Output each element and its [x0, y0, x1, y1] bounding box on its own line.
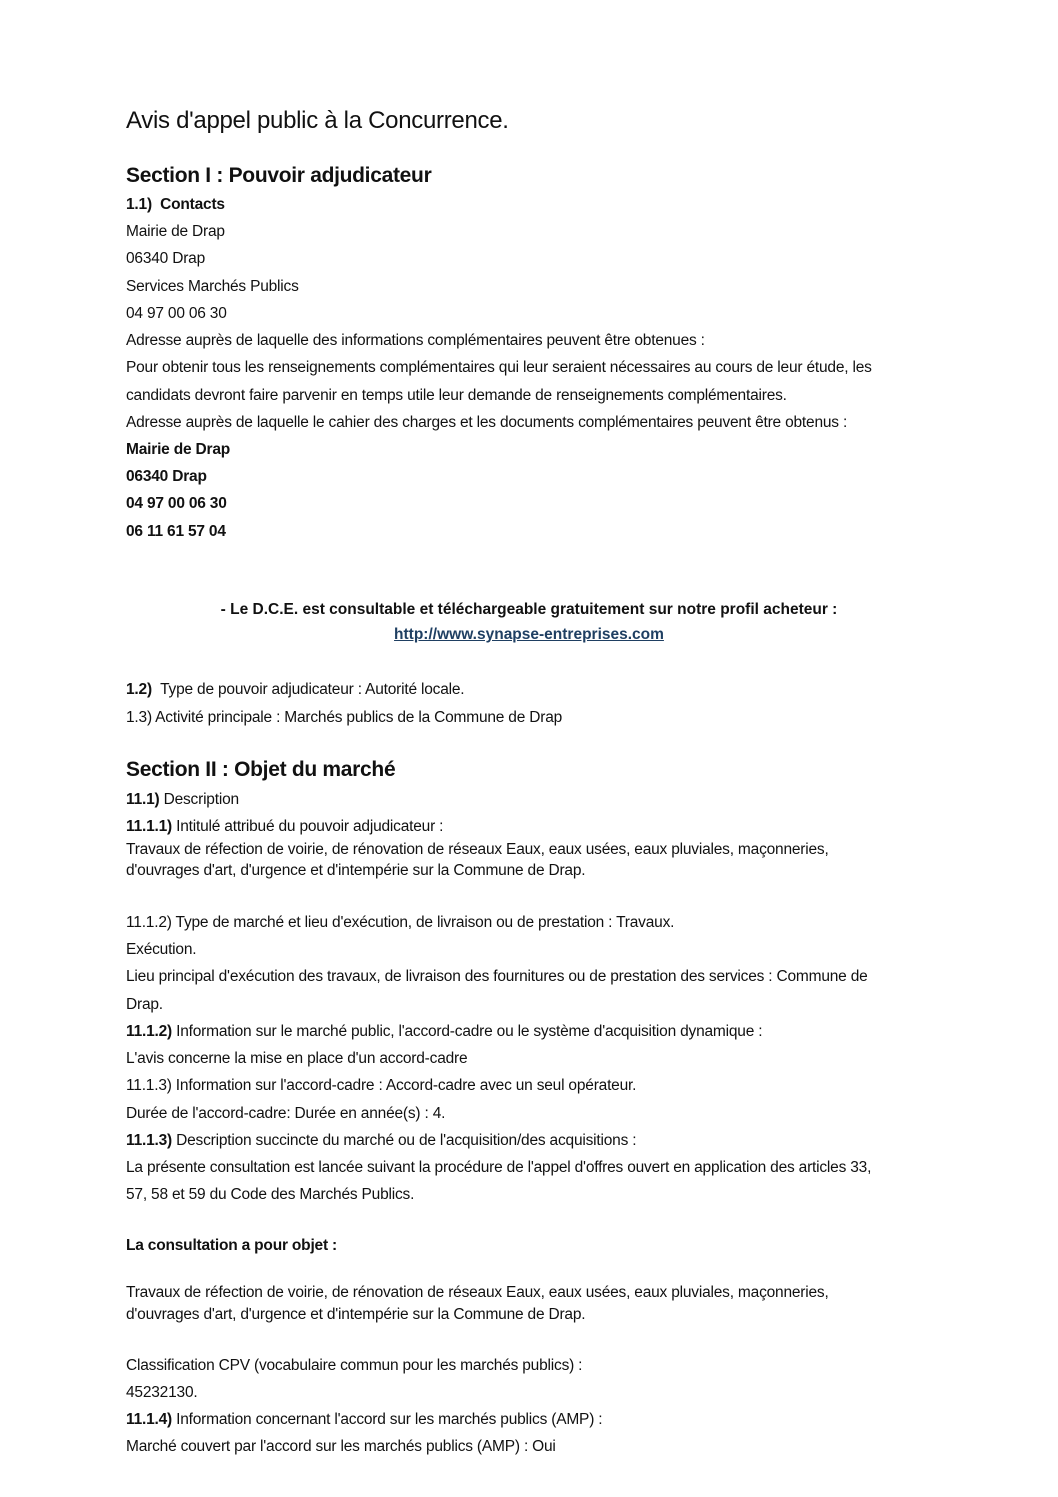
amp-number: 11.1.4)	[126, 1411, 173, 1428]
contacts-number: 1.1)	[126, 196, 152, 213]
cpv-line: 45232130.	[126, 1384, 198, 1401]
amp-text: Information concernant l'accord sur les marchés publics (AMP) :	[172, 1411, 603, 1428]
section-2-heading: Section II : Objet du marché	[126, 758, 396, 781]
objet-body-line: d'ouvrages d'art, d'urgence et d'intempérie sur la Commune de Drap.	[126, 1306, 586, 1323]
dce-link[interactable]: http://www.synapse-entreprises.com	[394, 626, 664, 643]
intitule-number: 11.1.1)	[126, 818, 173, 835]
type-line: Lieu principal d'exécution des travaux, de livraison des fournitures ou de prestation des services : Commune de	[126, 968, 868, 985]
dce-notice: - Le D.C.E. est consultable et téléchargeable gratuitement sur notre profil acheteur :	[220, 601, 838, 618]
succinct-body-line: 57, 58 et 59 du Code des Marchés Publics.	[126, 1186, 415, 1203]
type-line: Drap.	[126, 996, 163, 1013]
contact-line: candidats devront faire parvenir en temps utile leur demande de renseignements complémentaires.	[126, 387, 787, 404]
contacts-heading	[126, 195, 225, 215]
address-bold-line: 06340 Drap	[126, 468, 207, 485]
contacts-label: Contacts	[160, 196, 225, 213]
succinct-body-line: La présente consultation est lancée suivant la procédure de l'appel d'offres ouvert en application des articles 33,	[126, 1159, 872, 1176]
info-text: Information sur le marché public, l'accord-cadre ou le système d'acquisition dynamique :	[172, 1023, 763, 1040]
dce-link-line	[0, 625, 1058, 645]
main-activity: 1.3) Activité principale : Marchés publics de la Commune de Drap	[126, 709, 563, 726]
contact-line: Adresse auprès de laquelle le cahier des charges et les documents complémentaires peuvent être obtenus :	[126, 414, 848, 431]
info-number: 11.1.2)	[126, 1023, 173, 1040]
info-line	[126, 1022, 762, 1042]
amp-body-line: Marché couvert par l'accord sur les marchés publics (AMP) : Oui	[126, 1438, 556, 1455]
intitule-body-line: Travaux de réfection de voirie, de rénovation de réseaux Eaux, eaux usées, eaux pluviales, maçonneries,	[126, 841, 829, 858]
description-line	[126, 790, 239, 810]
info-body-line: 11.1.3) Information sur l'accord-cadre : Accord-cadre avec un seul opérateur.	[126, 1077, 637, 1094]
description-number: 11.1)	[126, 791, 160, 808]
contact-line: Mairie de Drap	[126, 223, 225, 240]
contact-line: Services Marchés Publics	[126, 278, 299, 295]
document-title: Avis d'appel public à la Concurrence.	[126, 107, 509, 134]
intitule-text: Intitulé attribué du pouvoir adjudicateur :	[172, 818, 444, 835]
contact-line: 04 97 00 06 30	[126, 305, 227, 322]
objet-heading: La consultation a pour objet :	[126, 1237, 338, 1254]
section-1-heading: Section I : Pouvoir adjudicateur	[126, 164, 432, 187]
contact-line: 06340 Drap	[126, 250, 206, 267]
succinct-line	[126, 1131, 636, 1151]
contact-line: Pour obtenir tous les renseignements complémentaires qui leur seraient nécessaires au cours de leur étude, les	[126, 359, 872, 376]
cpv-line: Classification CPV (vocabulaire commun pour les marchés publics) :	[126, 1357, 583, 1374]
authority-type-number: 1.2)	[126, 681, 152, 698]
address-bold-line: 04 97 00 06 30	[126, 495, 227, 512]
info-body-line: L'avis concerne la mise en place d'un accord-cadre	[126, 1050, 468, 1067]
succinct-text: Description succincte du marché ou de l'acquisition/des acquisitions :	[172, 1132, 637, 1149]
intitule-body-line: d'ouvrages d'art, d'urgence et d'intempérie sur la Commune de Drap.	[126, 862, 586, 879]
authority-type-text: Type de pouvoir adjudicateur : Autorité locale.	[160, 681, 465, 698]
intitule-line	[126, 817, 443, 837]
address-bold-line: 06 11 61 57 04	[126, 523, 226, 540]
address-bold-line: Mairie de Drap	[126, 441, 231, 458]
objet-body-line: Travaux de réfection de voirie, de rénovation de réseaux Eaux, eaux usées, eaux pluviales, maçonneries,	[126, 1284, 829, 1301]
type-line: Exécution.	[126, 941, 197, 958]
succinct-number: 11.1.3)	[126, 1132, 173, 1149]
description-text: Description	[159, 791, 239, 808]
authority-type	[126, 680, 464, 700]
type-line: 11.1.2) Type de marché et lieu d'exécution, de livraison ou de prestation : Travaux.	[126, 914, 675, 931]
contact-line: Adresse auprès de laquelle des informations complémentaires peuvent être obtenues :	[126, 332, 705, 349]
amp-line	[126, 1410, 602, 1430]
info-body-line: Durée de l'accord-cadre: Durée en année(s) : 4.	[126, 1105, 446, 1122]
